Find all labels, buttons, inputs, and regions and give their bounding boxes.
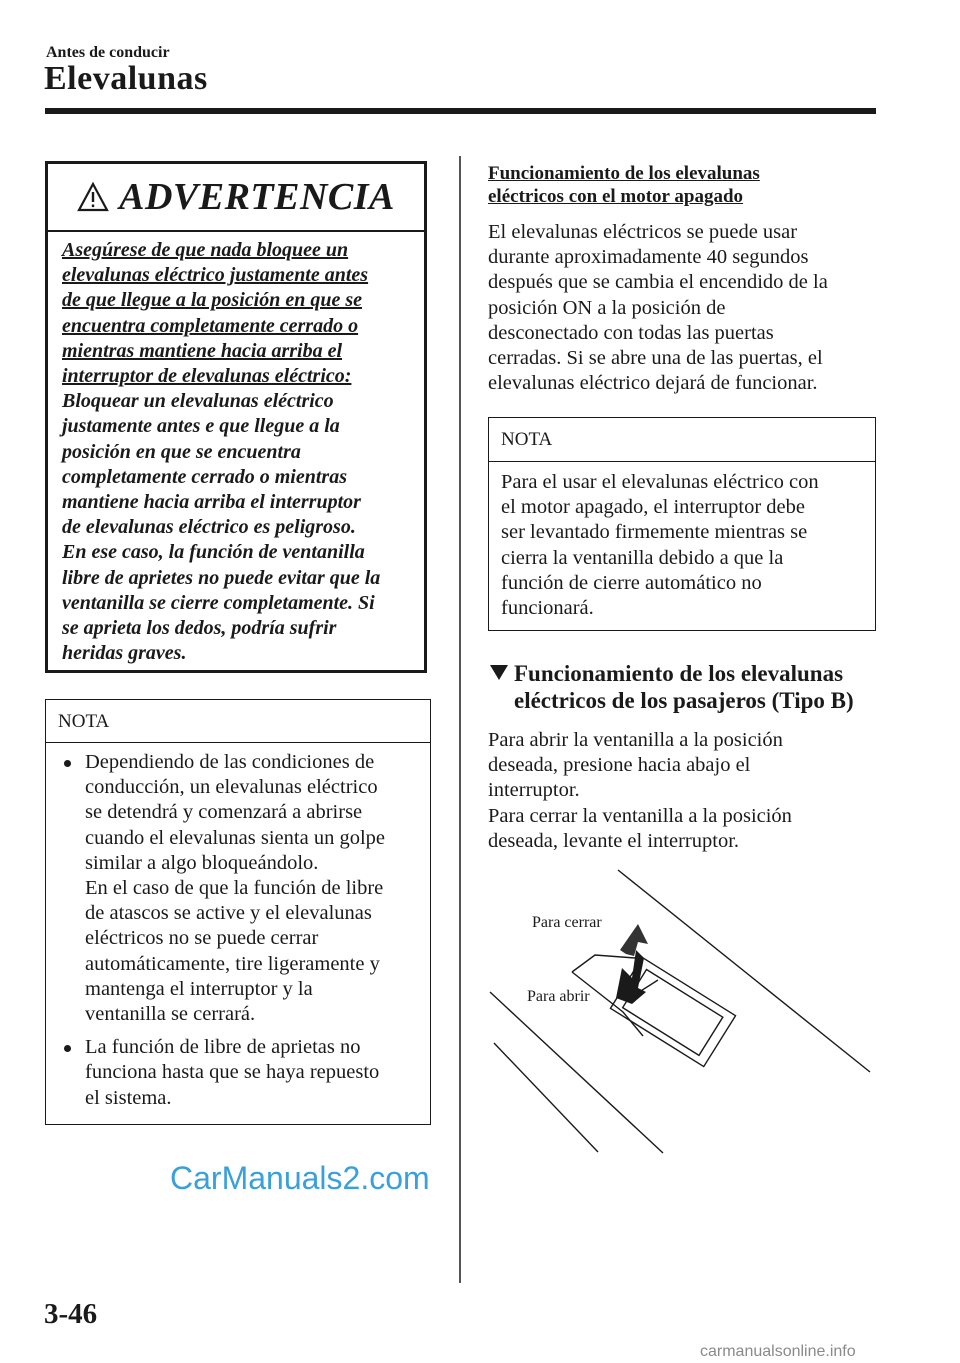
warning-box: [45, 161, 427, 673]
warning-line: de elevalunas eléctrico es peligroso.: [62, 516, 356, 539]
note-line: ser levantado firmemente mientras se: [501, 521, 808, 544]
note-line: cuando el elevalunas sienta un golpe: [85, 826, 385, 849]
note-line: el sistema.: [85, 1086, 172, 1109]
note-text: [58, 750, 428, 1111]
note-box-left: [45, 699, 431, 1125]
note-line: de atascos se active y el elevalunas: [85, 902, 372, 925]
warning-line: En ese caso, la función de ventanilla: [62, 541, 365, 564]
note-label: NOTA: [46, 700, 430, 743]
note-line: automáticamente, tire ligeramente y: [85, 952, 380, 975]
para-line: elevalunas eléctrico dejará de funcionar.: [488, 372, 818, 395]
para-line: deseada, presione hacia abajo el: [488, 754, 751, 777]
column-divider: [459, 156, 461, 1283]
note-line: En el caso de que la función de libre: [85, 877, 384, 900]
note-bullet: [58, 1035, 428, 1111]
warning-line: ventanilla se cierre completamente. Si: [62, 591, 375, 614]
bullet-dot-icon: [64, 1045, 71, 1052]
page-title: Elevalunas: [44, 60, 208, 97]
note-line: mantenga el interruptor y la: [85, 977, 313, 1000]
warning-triangle-icon: [77, 182, 109, 212]
header-rule: [45, 108, 876, 114]
window-switch-illustration: [488, 860, 876, 1155]
note-line: eléctricos no se puede cerrar: [85, 927, 319, 950]
warning-line: mientras mantiene hacia arriba el: [62, 339, 343, 362]
bullet-dot-icon: [64, 760, 71, 767]
warning-line: de que llegue a la posición en que se: [62, 289, 362, 312]
para-line: desconectado con todas las puertas: [488, 321, 774, 344]
note-line: conducción, un elevalunas eléctrico: [85, 776, 378, 799]
warning-line: encuentra completamente cerrado o: [62, 314, 359, 337]
para-line: durante aproximadamente 40 segundos: [488, 246, 809, 269]
note-label: NOTA: [489, 418, 875, 462]
warning-line: libre de aprietes no puede evitar que la: [62, 566, 381, 589]
subsection-heading: [490, 660, 890, 714]
note-line: funciona hasta que se haya repuesto: [85, 1061, 380, 1084]
warning-line: justamente antes e que llegue a la: [62, 415, 340, 438]
note-bullet: [58, 750, 428, 1027]
heading-line: eléctricos con el motor apagado: [488, 186, 744, 207]
warning-line: completamente cerrado o mientras: [62, 465, 347, 488]
note-line: ventanilla se cerrará.: [85, 1003, 256, 1026]
paragraph: [488, 728, 880, 854]
note-box-right: [488, 417, 876, 631]
para-line: Para cerrar la ventanilla a la posición: [488, 804, 792, 827]
label-para-cerrar: Para cerrar: [532, 914, 602, 931]
paragraph: [488, 220, 880, 396]
heading-line: Funcionamiento de los elevalunas: [488, 163, 760, 184]
warning-header: [48, 164, 424, 232]
warning-line: mantiene hacia arriba el interruptor: [62, 491, 361, 514]
note-line: Para el usar el elevalunas eléctrico con: [501, 471, 819, 493]
warning-line: Asegúrese de que nada bloquee un: [62, 239, 349, 261]
para-line: El elevalunas eléctricos se puede usar: [488, 221, 798, 243]
warning-text: [62, 238, 422, 666]
footer-url: carmanualsonline.info: [700, 1343, 856, 1360]
para-line: deseada, levante el interruptor.: [488, 829, 740, 852]
warning-line: posición en que se encuentra: [62, 440, 301, 463]
watermark: CarManuals2.com: [170, 1160, 430, 1196]
warning-line: heridas graves.: [62, 642, 187, 665]
note-line: similar a algo bloqueándolo.: [85, 851, 319, 874]
warning-title: ADVERTENCIA: [119, 176, 395, 218]
label-para-abrir: Para abrir: [527, 988, 590, 1005]
para-line: cerradas. Si se abre una de las puertas, el: [488, 347, 823, 370]
heading-line: eléctricos de los pasajeros (Tipo B): [514, 688, 854, 713]
para-line: después que se cambia el encendido de la: [488, 271, 828, 294]
note-line: cierra la ventanilla debido a que la: [501, 546, 784, 569]
warning-line: elevalunas eléctrico justamente antes: [62, 264, 369, 287]
warning-line: Bloquear un elevalunas eléctrico: [62, 390, 334, 413]
note-line: funcionará.: [501, 597, 594, 620]
heading-line: Funcionamiento de los elevalunas: [514, 661, 844, 686]
section-label: Antes de conducir: [46, 44, 170, 61]
note-line: función de cierre automático no: [501, 571, 762, 594]
page-number: 3-46: [44, 1298, 98, 1330]
note-line: el motor apagado, el interruptor debe: [501, 496, 805, 519]
note-line: Dependiendo de las condiciones de: [85, 751, 375, 773]
note-line: se detendrá y comenzará a abrirse: [85, 801, 363, 824]
section-heading: [488, 162, 868, 208]
warning-line: interruptor de elevalunas eléctrico:: [62, 365, 352, 388]
para-line: interruptor.: [488, 779, 580, 802]
down-triangle-icon: [490, 665, 508, 680]
para-line: Para abrir la ventanilla a la posición: [488, 729, 783, 751]
warning-line: se aprieta los dedos, podría sufrir: [62, 617, 337, 640]
para-line: posición ON a la posición de: [488, 296, 726, 319]
note-line: La función de libre de aprietas no: [85, 1036, 361, 1059]
switch-arrows-icon: [616, 924, 648, 1004]
note-text: [501, 470, 871, 621]
